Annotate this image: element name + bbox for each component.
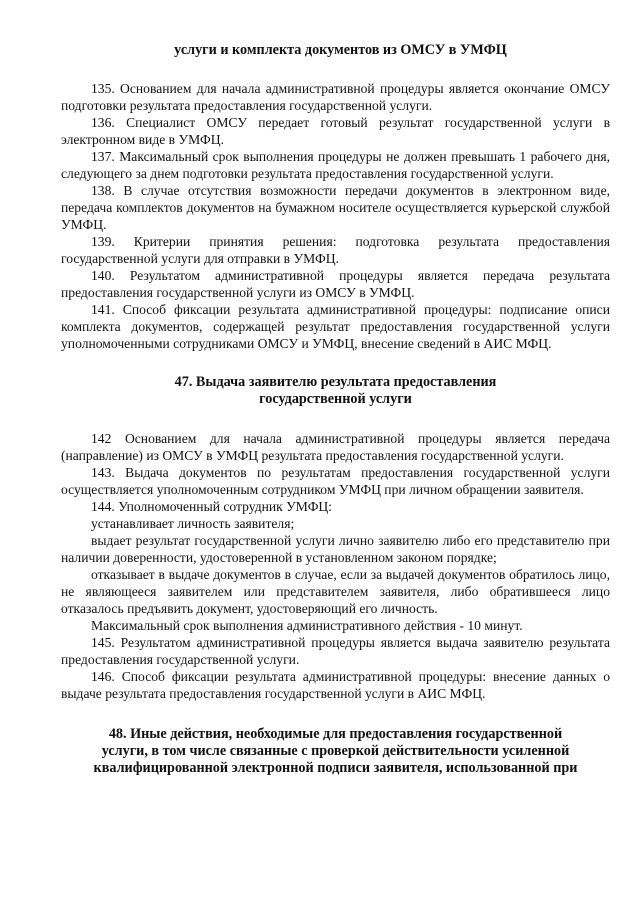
section-47-title-line-2: государственной услуги [259,391,412,407]
paragraph-144-item-1: устанавливает личность заявителя; [91,516,295,531]
block-142-146 [61,430,610,702]
section-48-title-line-3: квалифицированной электронной подписи заявителя, использованной при [93,760,578,776]
section-48-title [61,726,610,777]
paragraph-138: 138. В случае отсутствия возможности передачи документов в электронном виде, передача комплектов документов на бумажном носителе осуществляется курьерской службой УМФЦ. [61,183,610,232]
paragraph-136: 136. Специалист ОМСУ передает готовый результат государственной услуги в электронном виде в УМФЦ. [61,115,610,147]
paragraph-139: 139. Критерии принятия решения: подготовка результата предоставления государственной услуги для отправки в УМФЦ. [61,234,610,266]
paragraph-143: 143. Выдача документов по результатам предоставления государственной услуги осуществляется уполномоченным сотрудником УМФЦ при личном обращении заявителя. [61,465,610,497]
paragraph-145: 145. Результатом административной процедуры является выдача заявителю результата предоставления государственной услуги. [61,635,610,667]
paragraph-144-item-2: выдает результат государственной услуги лично заявителю либо его представителю при наличии доверенности, удостоверенной в установленном законом порядке; [61,533,610,565]
section-47-title-line-1: 47. Выдача заявителю результата предоставления [174,374,497,390]
paragraph-144: 144. Уполномоченный сотрудник УМФЦ: [91,499,333,514]
paragraph-141: 141. Способ фиксации результата административной процедуры: подписание описи комплекта документов, содержащей результат предоставления государственной услуги уполномоченными сотрудниками ОМСУ и УМФЦ, внесение сведений в АИС МФЦ. [61,302,610,351]
block-135-141 [61,80,610,352]
paragraph-max-time: Максимальный срок выполнения административного действия - 10 минут. [91,618,523,633]
paragraph-140: 140. Результатом административной процедуры является передача результата предоставления государственной услуги из ОМСУ в УМФЦ. [61,268,610,300]
section-48-title-line-1: 48. Иные действия, необходимые для предоставления государственной [108,726,563,742]
paragraph-144-item-3: отказывает в выдаче документов в случае, если за выдачей документов обратилось лицо, не являющееся заявителем или представителем заявителя, либо обратившееся лицо отказалось предъявить документ, удостоверяющий его личность. [61,567,610,616]
paragraph-146: 146. Способ фиксации результата административной процедуры: внесение данных о выдаче результата предоставления государственной услуги в АИС МФЦ. [61,669,610,701]
section-47-title [61,374,610,408]
paragraph-137: 137. Максимальный срок выполнения процедуры не должен превышать 1 рабочего дня, следующего за днем подготовки результата предоставления государственной услуги. [61,149,610,181]
top-heading: услуги и комплекта документов из ОМСУ в УМФЦ [174,42,507,58]
paragraph-142: 142 Основанием для начала административной процедуры является передача (направление) из ОМСУ в УМФЦ результата предоставления государственной услуги. [61,431,610,463]
section-48-title-line-2: услуги, в том числе связанные с проверкой действительности усиленной [101,743,570,759]
paragraph-135: 135. Основанием для начала административной процедуры является окончание ОМСУ подготовки результата предоставления государственной услуги. [61,81,610,113]
